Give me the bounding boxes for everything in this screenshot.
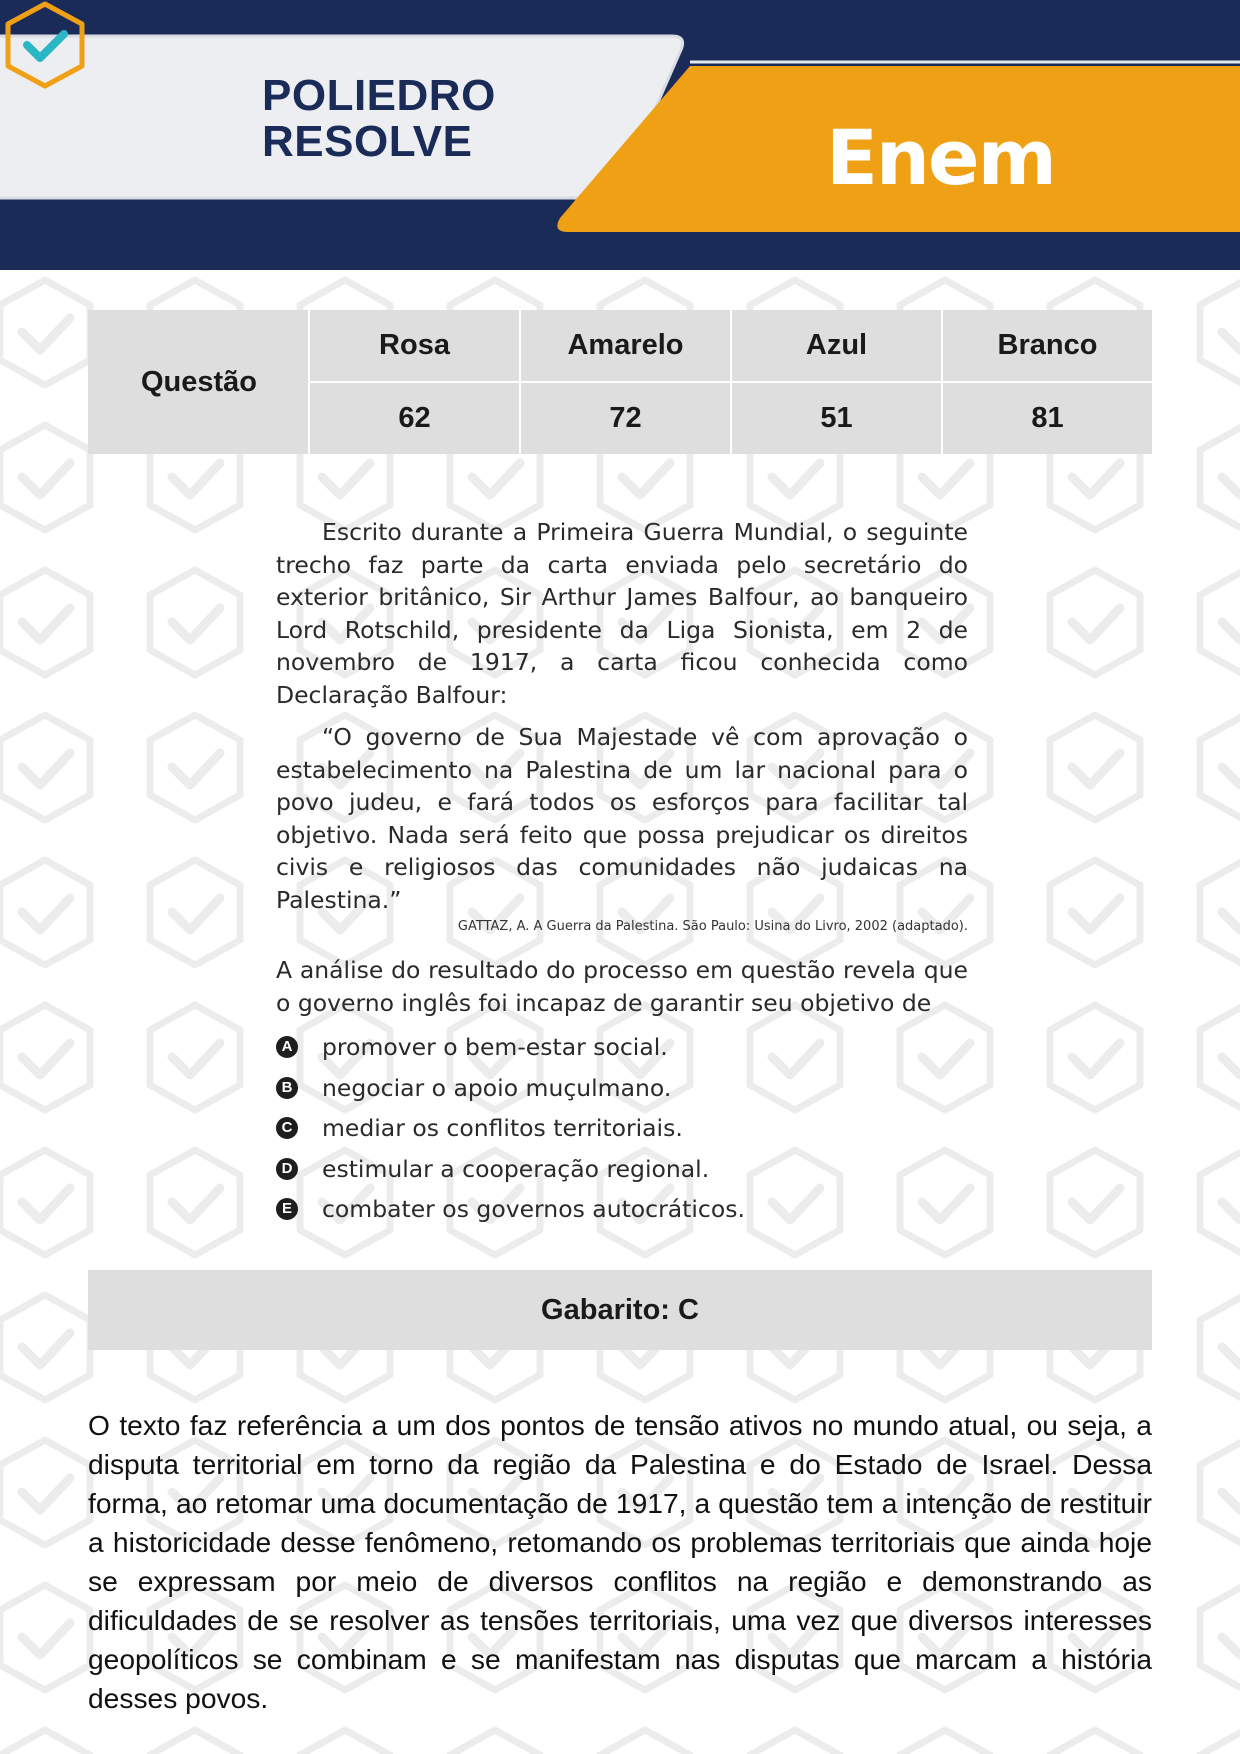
alternative-text-b: negociar o apoio muçulmano. — [322, 1073, 672, 1102]
alternative-b — [276, 1068, 968, 1109]
alternative-text-d: estimular a cooperação regional. — [322, 1154, 710, 1183]
alternative-c — [276, 1108, 968, 1149]
page-header — [0, 0, 1240, 270]
brand-logo-text — [262, 71, 496, 166]
alternatives-list — [276, 1027, 968, 1230]
alternative-text-c: mediar os conflitos territoriais. — [322, 1114, 683, 1142]
question-citation: GATTAZ, A. A Guerra da Palestina. São Paulo: Usina do Livro, 2002 (adaptado). — [457, 919, 968, 934]
alternative-text-a: promover o bem-estar social. — [322, 1033, 668, 1061]
question-intro: Escrito durante a Primeira Guerra Mundial, o seguinte trecho faz parte da carta enviada pelo secretário do exterior britânico, Sir Arthur James Balfour, ao banqueiro Lord Rotschild, presidente da Liga Sionista, em 2 de novembro de 1917, a carta ficou conhecida como Declaração Balfour: — [276, 518, 968, 709]
question-quote: “O governo de Sua Majestade vê com aprovação o estabelecimento na Palestina de um lar nacional para o povo judeu, e fará todos os esforços para facilitar tal objetivo. Nada será feito que possa prejudicar os direitos civis e religiosos das comunidades não judaicas na Palestina.” — [276, 723, 968, 914]
alternative-letter-d: D — [276, 1158, 298, 1180]
alternative-letter-e: E — [276, 1198, 298, 1220]
alternative-letter-b: B — [276, 1077, 298, 1099]
question-number-table — [88, 310, 1152, 454]
question-block — [276, 516, 968, 1230]
table-header-azul: Azul — [805, 329, 868, 361]
check-hexagon-icon — [0, 0, 90, 90]
table-cell-amarelo: 72 — [609, 402, 642, 434]
brand-line-1: POLIEDRO — [262, 71, 496, 120]
answer-key-bar: Gabarito: C — [88, 1270, 1152, 1350]
alternative-a — [276, 1027, 968, 1068]
alternative-e — [276, 1189, 968, 1230]
table-cell-azul: 51 — [820, 402, 853, 434]
brand-line-2: RESOLVE — [262, 117, 473, 166]
table-header-amarelo: Amarelo — [567, 329, 684, 361]
table-row-label: Questão — [140, 365, 258, 398]
question-stem: A análise do resultado do processo em questão revela que o governo inglês foi incapaz de garantir seu objetivo de — [276, 956, 968, 1017]
table-cell-rosa: 62 — [398, 402, 431, 434]
exam-title: Enem — [826, 113, 1055, 202]
alternative-letter-c: C — [276, 1117, 298, 1139]
table-header-branco: Branco — [997, 329, 1098, 361]
alternative-d — [276, 1149, 968, 1190]
alternative-text-e: combater os governos autocráticos. — [322, 1195, 745, 1223]
explanation-text: O texto faz referência a um dos pontos de tensão ativos no mundo atual, ou seja, a disputa territorial em torno da região da Palestina e do Estado de Israel. Dessa forma, ao retomar uma documentação de 1917, a questão tem a intenção de restituir a historicidade desse fenômeno, retomando os problemas territoriais que ainda hoje se expressam por meio de diversos conflitos na região e demonstrando as dificuldades de se resolver as tensões territoriais, uma vez que diversos interesses geopolíticos se combinam e se manifestam nas disputas que marcam a história desses povos. — [88, 1409, 1152, 1714]
table-header-rosa: Rosa — [379, 329, 450, 361]
table-cell-branco: 81 — [1031, 402, 1064, 434]
alternative-letter-a: A — [276, 1036, 298, 1058]
